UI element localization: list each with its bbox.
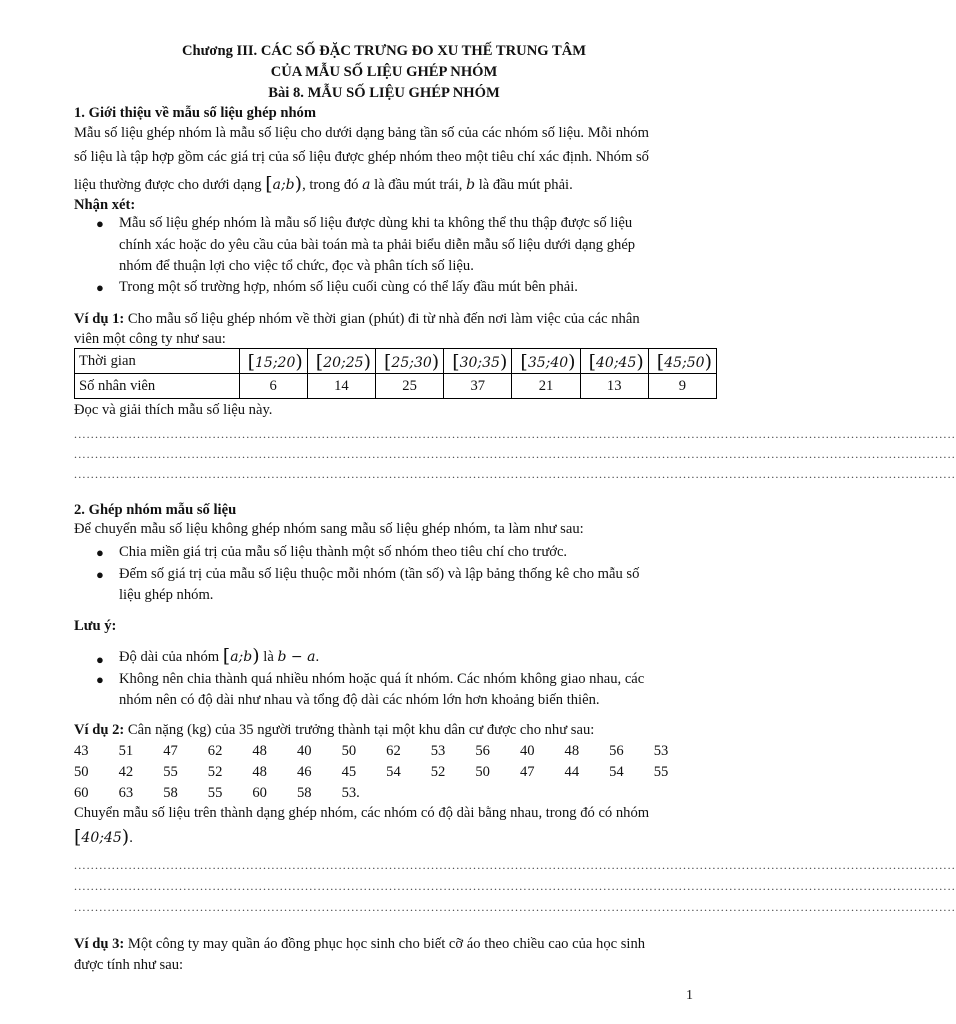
data-value: 62 (386, 743, 401, 759)
data-value: 52 (430, 764, 446, 780)
table-row-count (75, 374, 717, 399)
s1-p3-part1: liệu thường được cho dưới dạng (74, 177, 262, 193)
bullet-icon: ● (96, 652, 104, 667)
s2-bullet-1: Chia miền giá trị của mẫu số liệu thành một số nhóm theo tiêu chí cho trước. (119, 544, 568, 560)
data-value: 51 (118, 743, 134, 759)
example-2-text (74, 720, 694, 741)
data-value: 63 (118, 785, 134, 801)
bullet-icon: ● (96, 567, 104, 582)
bullet-icon: ● (96, 672, 104, 687)
example-2-interval (74, 826, 694, 849)
answer-line: .................................................................................................................................................................................................................. (74, 467, 956, 481)
note-1 (119, 645, 694, 668)
count-cell: 21 (512, 374, 580, 399)
count-cell: 6 (239, 374, 307, 399)
data-value: 60 (74, 785, 89, 801)
data-value: 40 (519, 743, 535, 759)
remark-1-line3: nhóm để thuận lợi cho việc tổ chức, đọc và phân tích số liệu. (119, 258, 474, 274)
example-1-label: Ví dụ 1: (74, 311, 125, 327)
data-value: 56 (609, 743, 624, 759)
data-value: 53. (341, 785, 360, 801)
count-cell: 13 (580, 374, 648, 399)
data-value: 50 (341, 743, 357, 759)
example-2-label: Ví dụ 2: (74, 722, 125, 738)
note-label: Lưu ý: (74, 618, 117, 634)
example-1-text (74, 309, 694, 330)
example-1-text2: viên một công ty như sau: (74, 331, 226, 347)
interval-cell: [35;40) (512, 349, 580, 374)
s1-paragraph-line3 (74, 173, 694, 196)
note-2-line2: nhóm nên có độ dài như nhau và tổng độ dài các nhóm lớn hơn khoảng biến thiên. (119, 692, 600, 708)
count-cell: 9 (648, 374, 716, 399)
data-value: 53 (430, 743, 446, 759)
data-value: 50 (475, 764, 490, 780)
data-row-1 (74, 741, 698, 761)
row-header-count: Số nhân viên (75, 374, 240, 399)
section-1-heading: 1. Giới thiệu về mẫu số liệu ghép nhóm (74, 105, 317, 121)
remark-1-line2: chính xác hoặc do yêu cầu của bài toán mà ta phải biểu diễn mẫu số liệu dưới dạng ghép (119, 237, 636, 253)
data-value: 60 (252, 785, 267, 801)
note-1-end: . (315, 649, 320, 665)
interval-40-45-text: 40;45 (81, 830, 122, 846)
interval-cell: [15;20) (239, 349, 307, 374)
interval-text: 30;35 (459, 355, 500, 371)
example-1-question: Đọc và giải thích mẫu số liệu này. (74, 402, 273, 418)
page-number: 1 (686, 988, 693, 1003)
data-value: 44 (564, 764, 580, 780)
data-row-2 (74, 762, 698, 782)
data-value: 48 (252, 764, 267, 780)
example-2-question: Chuyển mẫu số liệu trên thành dạng ghép nhóm, các nhóm có độ dài bằng nhau, trong đó có nhóm (74, 805, 650, 821)
interval-text: 35;40 (527, 355, 569, 371)
data-value: 53 (653, 743, 669, 759)
example-3-desc: Một công ty may quần áo đồng phục học sinh cho biết cỡ áo theo chiều cao của học sinh (124, 936, 646, 952)
var-b: b (466, 177, 476, 193)
interval-text: 15;20 (255, 355, 296, 371)
interval-cell: [20;25) (307, 349, 375, 374)
interval-40-45: [40;45) (74, 826, 130, 848)
answer-line: .................................................................................................................................................................................................................. (74, 858, 956, 872)
data-value: 55 (653, 764, 669, 780)
s1-p3-part3: là đầu mút trái, (374, 177, 463, 193)
data-value: 47 (163, 743, 178, 759)
example-2-desc: Cân nặng (kg) của 35 người trưởng thành tại một khu dân cư được cho như sau: (124, 722, 595, 738)
example-3-label: Ví dụ 3: (74, 936, 125, 952)
s1-paragraph-line2: số liệu là tập hợp gồm các giá trị của số liệu được ghép nhóm theo một tiêu chí xác định. Nhóm số (74, 149, 649, 165)
data-value: 55 (163, 764, 178, 780)
interval-text: 45;50 (664, 355, 705, 371)
row-header-time: Thời gian (75, 349, 240, 374)
interval-text: 20;25 (323, 355, 364, 371)
interval-cell: [40;45) (580, 349, 648, 374)
interval-cell: [30;35) (444, 349, 512, 374)
data-value: 48 (252, 743, 267, 759)
lesson-title: Bài 8. MẪU SỐ LIỆU GHÉP NHÓM (268, 85, 500, 101)
data-value: 50 (74, 764, 89, 780)
chapter-subtitle: CỦA MẪU SỐ LIỆU GHÉP NHÓM (270, 64, 498, 80)
example-1-desc: Cho mẫu số liệu ghép nhóm về thời gian (phút) đi từ nhà đến nơi làm việc của các nhân (124, 311, 640, 327)
example-2-end: . (129, 830, 133, 846)
s1-paragraph-line1: Mẫu số liệu ghép nhóm là mẫu số liệu cho dưới dạng bảng tần số của các nhóm số liệu. Mỗi nhóm (74, 125, 649, 141)
data-value: 48 (564, 743, 580, 759)
note-2-line1: Không nên chia thành quá nhiều nhóm hoặc quá ít nhóm. Các nhóm không giao nhau, các (119, 671, 645, 687)
note-1-part2: là (263, 649, 274, 665)
frequency-table (74, 348, 717, 399)
data-value: 55 (207, 785, 223, 801)
data-value: 46 (296, 764, 312, 780)
data-value: 54 (609, 764, 624, 780)
example-3-text (74, 934, 694, 955)
data-value: 45 (341, 764, 357, 780)
data-row-3 (74, 783, 386, 803)
s1-p3-part2: , trong đó (302, 177, 359, 193)
data-value: 40 (296, 743, 312, 759)
answer-line: .................................................................................................................................................................................................................. (74, 427, 956, 441)
example-3-text2: được tính như sau: (74, 957, 184, 973)
count-cell: 14 (307, 374, 375, 399)
bullet-icon: ● (96, 216, 104, 231)
data-value: 62 (207, 743, 223, 759)
remark-2: Trong một số trường hợp, nhóm số liệu cuối cùng có thể lấy đầu mút bên phải. (119, 279, 578, 295)
s2-bullet-2-line2: liệu ghép nhóm. (119, 587, 214, 603)
s2-bullet-2-line1: Đếm số giá trị của mẫu số liệu thuộc mỗi nhóm (tần số) và lập bảng thống kê cho mẫu số (119, 566, 640, 582)
count-cell: 37 (444, 374, 512, 399)
note-1-expr: b − a (277, 649, 316, 665)
data-value: 42 (118, 764, 134, 780)
note-1-interval: [a;b) (222, 645, 260, 667)
s2-intro: Để chuyển mẫu số liệu không ghép nhóm sang mẫu số liệu ghép nhóm, ta làm như sau: (74, 521, 584, 537)
data-value: 58 (296, 785, 312, 801)
bullet-icon: ● (96, 280, 104, 295)
note-1-part1: Độ dài của nhóm (119, 649, 220, 665)
var-a: a (362, 177, 371, 193)
interval-cell: [25;30) (375, 349, 443, 374)
bullet-icon: ● (96, 545, 104, 560)
s1-p3-part4: là đầu mút phải. (478, 177, 573, 193)
answer-line: .................................................................................................................................................................................................................. (74, 879, 956, 893)
interval-text: 25;30 (391, 355, 432, 371)
note-1-interval-text: a;b (230, 649, 253, 665)
interval-cell: [45;50) (648, 349, 716, 374)
data-value: 54 (386, 764, 401, 780)
chapter-title: Chương III. CÁC SỐ ĐẶC TRƯNG ĐO XU THẾ TRUNG TÂM (181, 43, 587, 59)
remark-label: Nhận xét: (74, 197, 136, 213)
data-value: 56 (475, 743, 490, 759)
data-value: 58 (163, 785, 178, 801)
data-value: 47 (519, 764, 535, 780)
remark-1-line1: Mẫu số liệu ghép nhóm là mẫu số liệu được dùng khi ta không thể thu thập được số liệu (119, 215, 633, 231)
data-value: 52 (207, 764, 223, 780)
interval-ab-text: a;b (272, 177, 295, 193)
answer-line: .................................................................................................................................................................................................................. (74, 900, 956, 914)
table-row-time (75, 349, 717, 374)
data-value: 43 (74, 743, 89, 759)
section-2-heading: 2. Ghép nhóm mẫu số liệu (74, 502, 237, 518)
interval-ab: [a;b) (265, 173, 303, 195)
count-cell: 25 (375, 374, 443, 399)
interval-text: 40;45 (596, 355, 637, 371)
answer-line: .................................................................................................................................................................................................................. (74, 447, 956, 461)
